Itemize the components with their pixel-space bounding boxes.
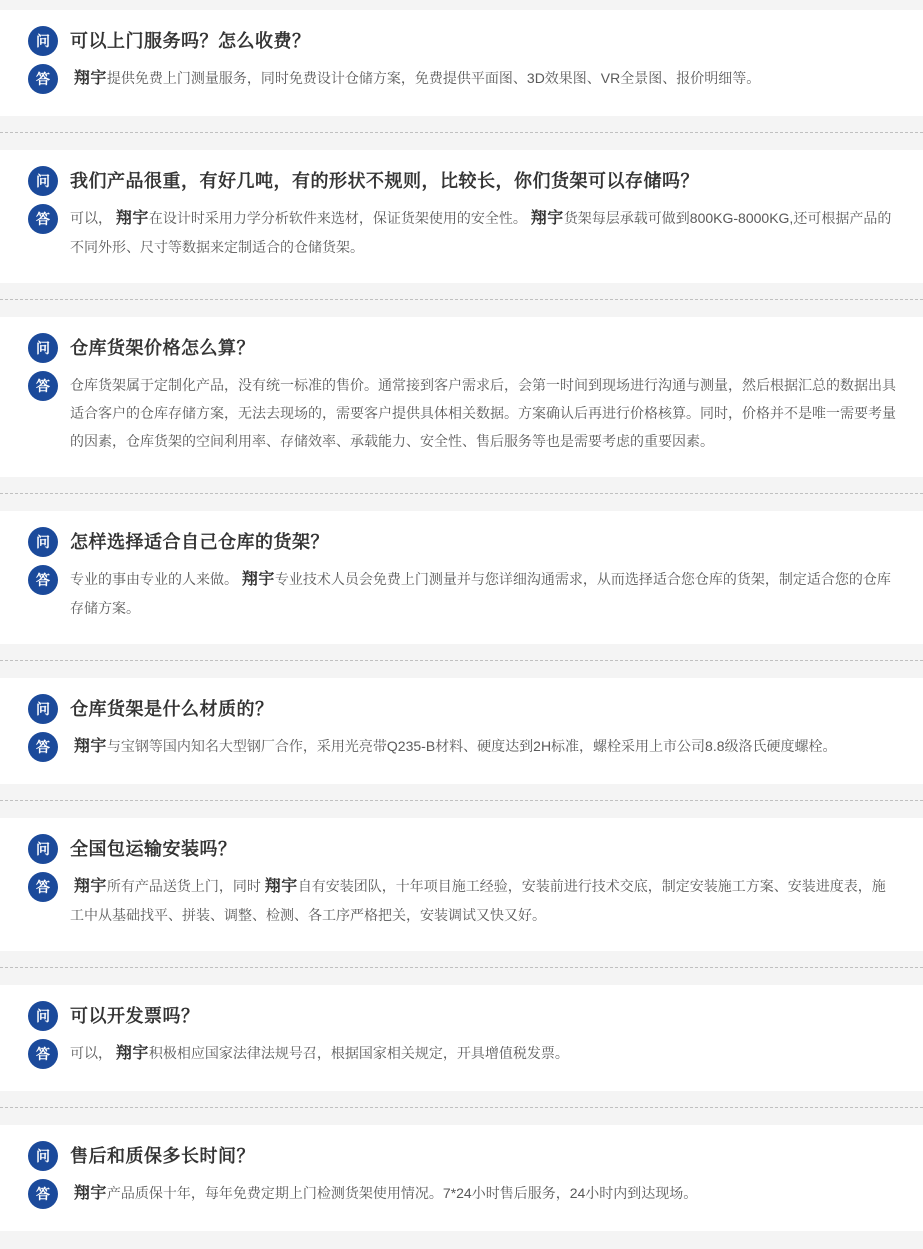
answer-text bbox=[70, 732, 899, 761]
answer-text bbox=[70, 1039, 899, 1068]
question-badge: 问 bbox=[28, 527, 58, 557]
question-badge: 问 bbox=[28, 694, 58, 724]
dashed-separator bbox=[0, 493, 923, 494]
faq-item bbox=[0, 985, 923, 1091]
answer-text bbox=[70, 872, 899, 929]
brand-name: 翔宇 bbox=[241, 571, 275, 588]
answer-badge: 答 bbox=[28, 371, 58, 401]
dashed-separator bbox=[0, 800, 923, 801]
question-text: 全国包运输安装吗？ bbox=[70, 839, 237, 859]
answer-badge: 答 bbox=[28, 1179, 58, 1209]
question-row bbox=[28, 333, 899, 363]
dashed-separator bbox=[0, 967, 923, 968]
answer-row bbox=[28, 371, 899, 455]
answer-segment: 与宝钢等国内知名大型钢厂合作，采用光亮带Q235-B材料、硬度达到2H标准，螺栓采用上市公司8.8级洛氏硬度螺栓。 bbox=[106, 738, 837, 754]
brand-name: 翔宇 bbox=[115, 1045, 149, 1062]
faq-item bbox=[0, 150, 923, 283]
answer-segment: 所有产品送货上门，同时 bbox=[106, 878, 265, 894]
brand-name: 翔宇 bbox=[264, 878, 298, 895]
question-row bbox=[28, 527, 899, 557]
answer-segment: 专业技术人员会免费上门测量并与您详细沟通需求，从而选择适合您仓库的货架，制定适合您的仓库存储方案。 bbox=[70, 571, 891, 616]
question-badge: 问 bbox=[28, 1141, 58, 1171]
question-row bbox=[28, 26, 899, 56]
dashed-separator bbox=[0, 660, 923, 661]
answer-text bbox=[70, 565, 899, 622]
answer-row bbox=[28, 872, 899, 929]
question-badge: 问 bbox=[28, 834, 58, 864]
answer-row bbox=[28, 1039, 899, 1069]
question-row bbox=[28, 694, 899, 724]
answer-badge: 答 bbox=[28, 872, 58, 902]
brand-name: 翔宇 bbox=[73, 878, 107, 895]
answer-segment: 积极相应国家法律法规号召，根据国家相关规定，开具增值税发票。 bbox=[148, 1045, 569, 1061]
brand-name: 翔宇 bbox=[530, 210, 564, 227]
answer-badge: 答 bbox=[28, 204, 58, 234]
answer-text bbox=[70, 204, 899, 261]
answer-segment: 可以， bbox=[70, 210, 116, 226]
faq-item bbox=[0, 678, 923, 784]
answer-segment: 专业的事由专业的人来做。 bbox=[70, 571, 242, 587]
brand-name: 翔宇 bbox=[73, 1185, 107, 1202]
question-text: 仓库货架是什么材质的？ bbox=[70, 699, 274, 719]
question-text: 怎样选择适合自己仓库的货架？ bbox=[70, 532, 329, 552]
question-text: 可以上门服务吗？怎么收费？ bbox=[70, 31, 311, 51]
answer-segment: 自有安装团队，十年项目施工经验，安装前进行技术交底，制定安装施工方案、安装进度表，施工中从基础找平、拼装、调整、检测、各工序严格把关，安装调试又快又好。 bbox=[70, 878, 886, 923]
answer-badge: 答 bbox=[28, 732, 58, 762]
answer-row bbox=[28, 204, 899, 261]
question-text: 我们产品很重，有好几吨，有的形状不规则，比较长，你们货架可以存储吗？ bbox=[70, 171, 699, 191]
answer-row bbox=[28, 64, 899, 94]
answer-row bbox=[28, 732, 899, 762]
dashed-separator bbox=[0, 1107, 923, 1108]
dashed-separator bbox=[0, 299, 923, 300]
faq-item bbox=[0, 1125, 923, 1231]
answer-segment: 可以， bbox=[70, 1045, 116, 1061]
answer-badge: 答 bbox=[28, 1039, 58, 1069]
answer-badge: 答 bbox=[28, 565, 58, 595]
answer-segment: 货架每层承载可做到800KG-8000KG,还可根据产品的不同外形、尺寸等数据来定制适合的仓储货架。 bbox=[70, 210, 892, 255]
question-badge: 问 bbox=[28, 1001, 58, 1031]
question-row bbox=[28, 166, 899, 196]
question-text: 仓库货架价格怎么算？ bbox=[70, 338, 255, 358]
question-row bbox=[28, 834, 899, 864]
answer-badge: 答 bbox=[28, 64, 58, 94]
question-text: 可以开发票吗？ bbox=[70, 1006, 200, 1026]
question-badge: 问 bbox=[28, 166, 58, 196]
faq-item bbox=[0, 818, 923, 951]
brand-name: 翔宇 bbox=[73, 70, 107, 87]
brand-name: 翔宇 bbox=[73, 738, 107, 755]
answer-row bbox=[28, 565, 899, 622]
question-badge: 问 bbox=[28, 333, 58, 363]
faq-item bbox=[0, 10, 923, 116]
answer-text bbox=[70, 64, 899, 93]
question-text: 售后和质保多长时间？ bbox=[70, 1146, 255, 1166]
question-row bbox=[28, 1141, 899, 1171]
question-row bbox=[28, 1001, 899, 1031]
brand-name: 翔宇 bbox=[115, 210, 149, 227]
answer-text bbox=[70, 371, 899, 455]
faq-item bbox=[0, 317, 923, 477]
answer-row bbox=[28, 1179, 899, 1209]
answer-text bbox=[70, 1179, 899, 1208]
question-badge: 问 bbox=[28, 26, 58, 56]
answer-segment: 产品质保十年，每年免费定期上门检测货架使用情况。7*24小时售后服务，24小时内到达现场。 bbox=[106, 1185, 698, 1201]
answer-segment: 提供免费上门测量服务，同时免费设计仓储方案，免费提供平面图、3D效果图、VR全景图、报价明细等。 bbox=[106, 70, 761, 86]
answer-segment: 在设计时采用力学分析软件来选材，保证货架使用的安全性。 bbox=[148, 210, 531, 226]
dashed-separator bbox=[0, 132, 923, 133]
answer-segment: 仓库货架属于定制化产品，没有统一标准的售价。通常接到客户需求后，会第一时间到现场进行沟通与测量，然后根据汇总的数据出具适合客户的仓库存储方案，无法去现场的，需要客户提供具体相关数据。方案确认后再进行价格核算。同时，价格并不是唯一需要考量的因素，仓库货架的空间利用率、存储效率、承载能力、安全性、售后服务等也是需要考虑的重要因素。 bbox=[70, 377, 896, 449]
faq-item bbox=[0, 511, 923, 644]
